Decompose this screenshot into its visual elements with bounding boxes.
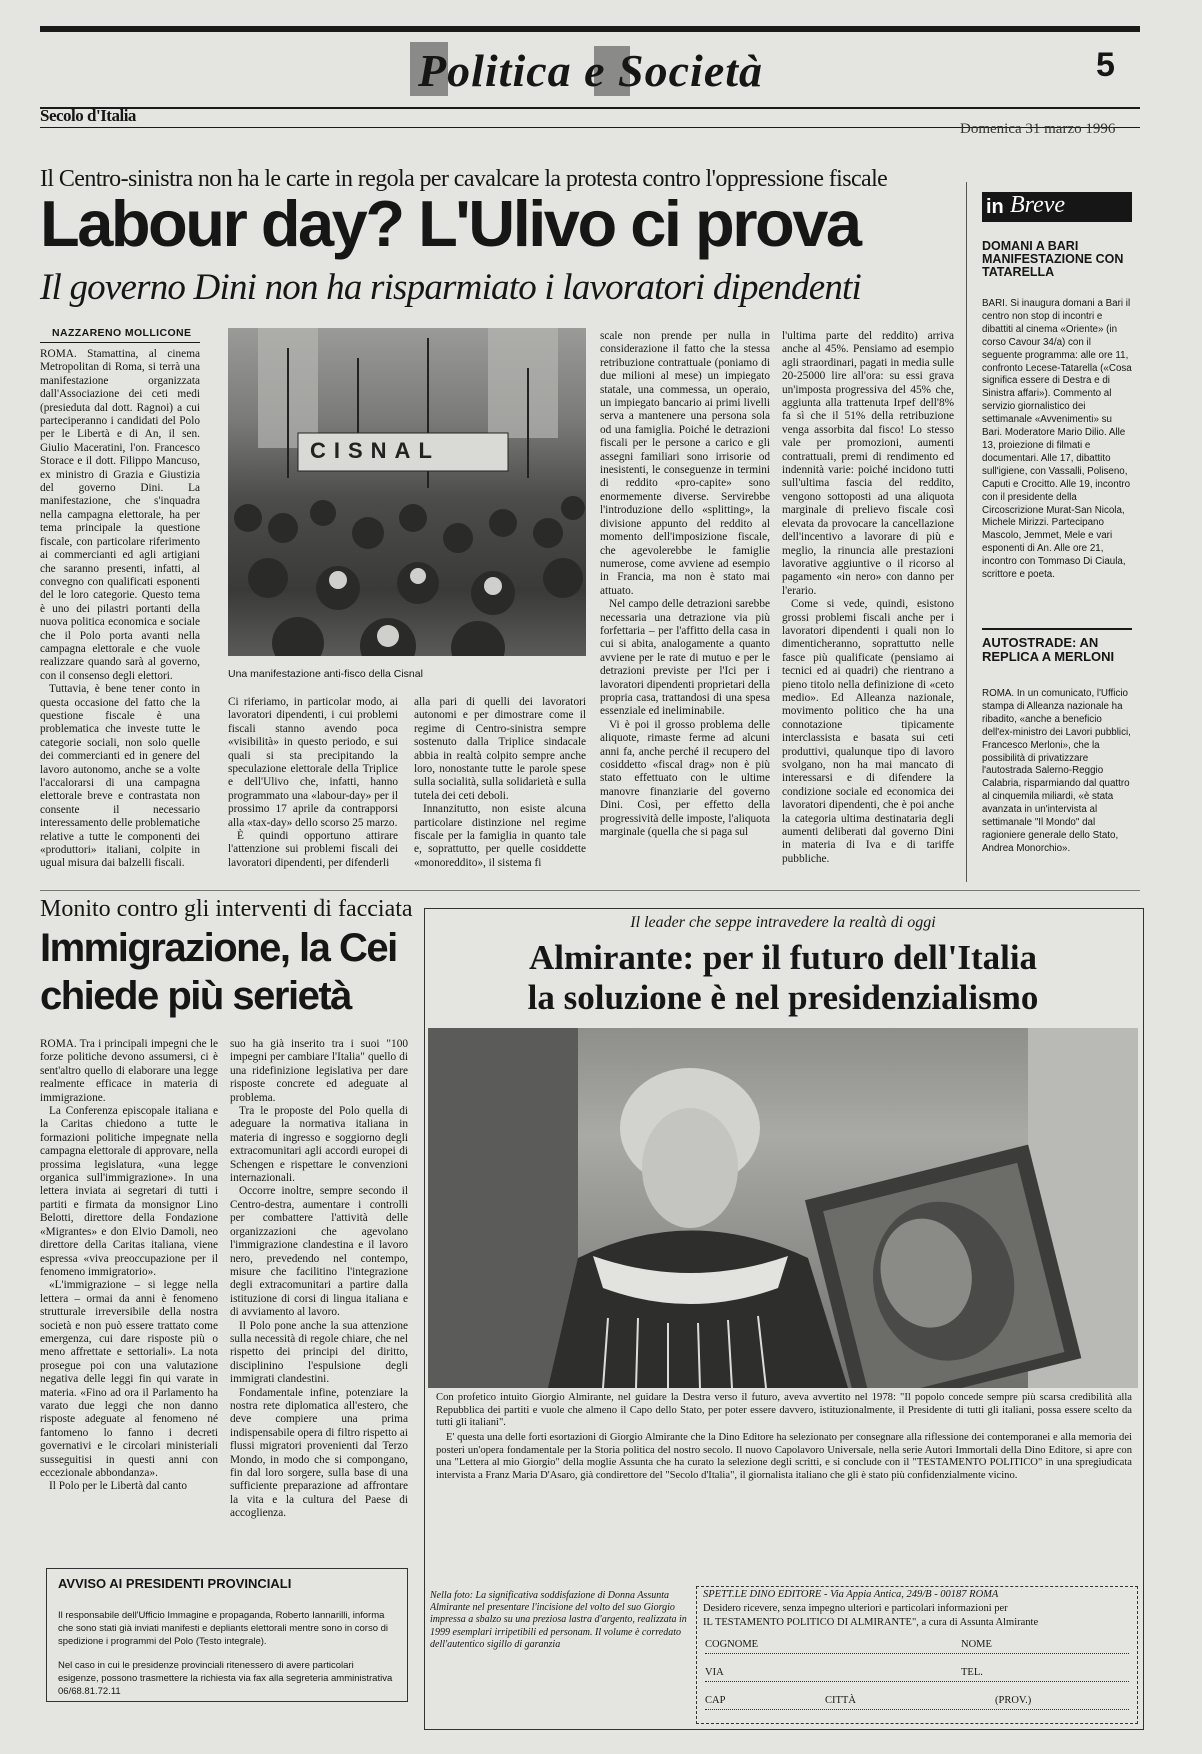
lead-column-1: ROMA. Stamattina, al cinema Metropolitan di Roma, si terrà una manifestazione organizzata dall'Associazione dei ceti medi (presieduta dal dott. Ragnoi) a cui parteciperanno i candidati del Polo per le Libertà e di An, il sen. Giulio Maceratini, l'on. Francesco Storace e il dott. Filippo Mancuso, ex ministro di Grazia e Giustizia del governo Dini. La manifestazione, che s'inquadra nella campagna elettorale, ha per tema principale la questione fiscale, con particolare riferimento ai commercianti ed agli artigiani che saranno presenti, infatti, al convegno con qualificati esponenti del le loro categorie. Questo tema è uno dei pilastri portanti della nuova politica economica e sociale che il Polo porta avanti nella campagna elettorale e che vuole realizzare quando sarà al governo, con il consenso degli elettori. Tuttavia, è bene tener conto in questa occasione del fatto che la questione fiscale è una problematica che investe tutte le categorie sociali, non solo quelle dei commercianti ed in genere del lavoro autonomo, anche se a volte l'accalorarsi di una campagna elettorale breve e contrastata non consente il necessario interessamento delle problematiche relative a tutte le componenti dei «produttori» italiani, colpite in ugual misura dai balzelli fiscali. (40, 348, 200, 870)
lead-kicker: Il Centro-sinistra non ha le carte in regola per cavalcare la protesta contro l'oppressione fiscale (40, 166, 888, 192)
almirante-photo (428, 1028, 1138, 1388)
in-breve-title: in Breve (982, 192, 1132, 222)
nome-label: NOME (961, 1639, 992, 1650)
prov-label: (PROV.) (995, 1695, 1032, 1706)
promo-text: Nella foto: La significativa soddisfazione di Donna Assunta Almirante nel presentare l'incisione del volto del suo Giorgio impressa a sbalzo su una preziosa lastra d'argento, realizzata in 1999 esemplari irripetibili ed personam. Il volume è corredato dell'autentico sigillo di garanzia (430, 1590, 687, 1650)
lead-column-3: alla pari di quelli dei lavoratori autonomi e per dimostrare come il regime di Centro-sinistra sempre sostenuto dalla Triplice sindacale abbia in realtà colpito sempre anche loro, nonostante tutte le parole spese sulla socialità, sulla solidarietà e sulla tutela dei ceti deboli. Innanzitutto, non esiste alcuna particolare distinzione nel regime fiscale per la famiglia in quanto tale e, soprattutto, per quelle cosiddette «monoreddito», il sistema fi (414, 696, 586, 869)
issue-date: Domenica 31 marzo 1996 (960, 121, 1116, 137)
almirante-portrait-illustration (428, 1028, 1138, 1388)
notice-title: AVVISO AI PRESIDENTI PROVINCIALI (58, 1576, 292, 1591)
protest-illustration (228, 328, 586, 656)
coupon-header: SPETT.LE DINO EDITORE - Via Appia Antica, 249/B - 00187 ROMA (703, 1589, 999, 1600)
almirante-caption-1: Con profetico intuito Giorgio Almirante, nel guidare la Destra verso il futuro, aveva avvertito nel 1978: "Il popolo concede sempre più scarsa credibilità alla Repubblica dei partiti e vuole che almeno il Capo dello Stato, per poter essere davvero, istituzionalmente, il Presidente di tutti gli italiani, possa essere scelto da tutti gli italiani". (436, 1392, 1132, 1429)
notice-text-1: Il responsabile dell'Ufficio Immagine e propaganda, Roberto Iannarilli, informa che sono stati già inviati manifesti e depliants elettorali mentre sono in corso di spedizione i programmi del Polo (Testo integrale). (58, 1610, 389, 1647)
lead-headline: Labour day? L'Ulivo ci prova (40, 187, 860, 260)
almirante-headline-1: Almirante: per il futuro dell'Italia (528, 938, 1038, 977)
coupon-line-1: Desidero ricevere, senza impegno ulteriori e particolari informazioni per (703, 1603, 1008, 1614)
masthead-rule (40, 107, 1140, 109)
tel-label: TEL. (961, 1667, 983, 1678)
coupon-row-name (705, 1637, 1129, 1654)
protest-banner-text: CISNAL (310, 438, 440, 463)
photo-caption: Una manifestazione anti-fisco della Cisnal (228, 668, 423, 680)
breve-headline-2: AUTOSTRADE: AN REPLICA A MERLONI (982, 635, 1115, 664)
breve-text-1: BARI. Si inaugura domani a Bari il centro non stop di incontri e dibattiti al cinema «Oriente» (in corso Cavour 34/a) con il seguente programma: alle ore 11, confronto Lecese-Tatarella («Cosa significa essere di Destra e di Sinistra affari»). Commento al servizio giornalistico dei settimanale «Avvenimenti» su Bari. Moderatore Mario Dilio. Alle 13, proiezione di filmati e documentari. Alle 17, dibattito sull'igiene, con Vassalli, Poliseno, Caputi e Crocitto. Alle 19, incontro con il presidente della Circoscrizione Murat-San Nicola, Michele Mirizzi. Partecipano Mascolo, Jemmet, Mele e vari esponenti di An. Alle ore 21, incontro con Tommaso Di Ciaula, scrittore e poeta. (982, 298, 1132, 581)
breve-divider (982, 628, 1132, 630)
lead-column-5: l'ultima parte del reddito) arriva anche al 45%. Pensiamo ad esempio agli straordinari, pagati in media sulle 20-25000 lire all'ora: su essi grava un'imposta progressiva del 45% che, aggiunta alla trattenuta Irpef dell'8% fa sì che il 51% della retribuzione venga assorbita dal fisco! Lo stesso vale per promozioni, aumenti contrattuali, premi di rendimento ed indennità varie: poiché incidono tutti sull'ultima fascia del reddito, vengono sottoposti ad una aliquota marginale di prelievo fiscale così elevata da provocare la cancellazione dell'incentivo a lavorare di più e meglio, la rinuncia alle prestazioni lavorative aggiuntive o il ricorso al pagamento «in nero» con danno per l'erario. Come si vede, quindi, esistono grossi problemi fiscali anche per i lavoratori dipendenti i quali non lo dimenticheranno, soprattutto nelle fasce più qualificate (pensiamo ai tecnici ed ai quadri) che rientrano a pieno titolo nella definizione di «ceto medio». Ed Alleanza nazionale, movimento politico che ha una connotazione tipicamente interclassista e basata sui ceti produttivi, qualunque tipo di lavoro svolgano, non ha mai mancato di interessarsi e di difendere la condizione sociale ed economica dei lavoratori dipendenti, che è poi anche la categoria ultima destinataria degli aumenti deliberati dal governo Dini in materia di Iva e di tariffe pubbliche. (782, 330, 954, 865)
paper-name: Secolo d'Italia (40, 106, 136, 125)
breve-headline-1: DOMANI A BARI MANIFESTAZIONE CON TATARELLA (982, 239, 1124, 279)
cognome-label: COGNOME (705, 1639, 759, 1650)
immigration-kicker: Monito contro gli interventi di facciata (40, 896, 413, 922)
byline-rule (40, 342, 200, 343)
cap-label: CAP (705, 1695, 726, 1706)
almirante-kicker: Il leader che seppe intravedere la realtà di oggi (630, 914, 936, 931)
lead-column-2: Ci riferiamo, in particolar modo, ai lavoratori dipendenti, i cui problemi fiscali stanno avendo poca «visibilità» in questo periodo, e sui quali si sta precipitando la speculazione elettorale della Triplice e dell'Ulivo che, infatti, hanno programmato una «labour-day» per il prossimo 17 aprile da contrapporsi alla «tax-day» dello scorso 25 marzo. È quindi opportuno attirare l'attenzione sui problemi fiscali dei lavoratori dipendenti, per difenderli (228, 696, 398, 869)
coupon-row-address (705, 1665, 1129, 1682)
byline: NAZZARENO MOLLICONE (52, 327, 192, 339)
coupon-row-city (705, 1693, 1129, 1710)
lead-subheadline: Il governo Dini non ha risparmiato i lavoratori dipendenti (40, 267, 862, 308)
almirante-caption-2: E' questa una delle forti esortazioni di Giorgio Almirante che la Dino Editore ha selezionato per consegnare alla riflessione dei contemporanei e alla memoria dei posteri un'opera fondamentale per la Storia politica del nostro secolo. Il nuovo Capolavoro Universale, nella serie Autori Immortali della Dino Editore, si apre con una "Lettera al mio Giorgio" della moglie Assunta che ha curato la selezione degli scritti, e si conclude con il "TESTAMENTO POLITICO" in una spregiudicata intervista a Franz Maria D'Asaro, già condirettore del "Secolo d'Italia", il giornalista italiano che gli è stato più confidenzialmente vicino. (436, 1432, 1132, 1481)
protest-photo (228, 328, 586, 656)
coupon-line-2: IL TESTAMENTO POLITICO DI ALMIRANTE", a cura di Assunta Almirante (703, 1617, 1039, 1628)
almirante-headline-2: la soluzione è nel presidenzialismo (527, 978, 1039, 1017)
lead-column-4: scale non prende per nulla in considerazione il fatto che la stessa retribuzione contrattuale (poniamo di due milioni al mese) un impiegato statale, una commessa, un operaio, un impiegato bancario ai primi livelli serva a mantenere una persona sola od una famiglia. Poiché le detrazioni fiscali per le persone a carico e gli assegni familiari sono irrisorie od inesistenti, le conseguenze in termini di reddito «pro-capite» sono enormemente diverse. Servirebbe l'introduzione dello «splitting», la divisione appunto del reddito al momento dell'imposizione fiscale, che agevolerebbe le famiglie numerose, come avviene ad esempio in Francia, ma non è stato mai attuato. Nel campo delle detrazioni sarebbe necessaria una detrazione via più forfettaria – per l'affitto della casa in cui si abita, analogamente a quanto avviene per le rate di mutuo e per le detrazioni previste per l'Ici per i lavoratori dipendenti proprietari della propria casa, trattandosi di una spesa essenziale ed ineliminabile. Vi è poi il grosso problema delle aliquote, rimaste ferme ad alcuni anni fa, anche perché il recupero del cosiddetto «fiscal drag» non è più stato effettuato con le ultime manovre finanziarie del governo Dini. Così, per effetto della progressività delle imposte, l'aliquota marginale (quella che si paga sul (600, 330, 770, 839)
immigration-column-1: ROMA. Tra i principali impegni che le forze politiche devono assumersi, ci è sent'altro quello di elaborare una legge realmente efficace in materia di immigrazione. La Conferenza episcopale italiana e la Caritas chiedono a tutte le formazioni politiche impegnate nella campagna elettorale di approvare, nella prossima legislatura, «una legge organica sull'immigrazione». In una lettera inviata ai segretari di tutti i partiti e firmata da monsignor Lino Belotti, direttore della Fondazione «Migrantes» e don Elvio Damoli, neo direttore della Caritas italiana, viene espressa «viva preoccupazione per il fenomeno immigratorio». «L'immigrazione – si legge nella lettera – ormai da anni è fenomeno strutturale irreversibile della nostra società e non può essere trattato come emergenza, cui dare risposte più o meno affrettate e settoriali». La nota prosegue poi con una valutazione negativa delle leggi fin qui varate in materia. «Fino ad ora il Parlamento ha varato due leggi che non danno risposte adeguate al fenomeno né fantomeno lo fanno i decreti governativi e le circolari ministeriali susseguitisi in questi anni con eccezionale abbondanza». Il Polo per le Libertà dal canto (40, 1038, 218, 1493)
notice-text-2: Nel caso in cui le presidenze provinciali ritenessero di avere particolari esigenze, possono trasmettere la richiesta via fax alla segreteria amministrativa 06/68.81.72.11 (58, 1660, 393, 1697)
section-divider (40, 890, 1140, 891)
page-number: 5 (1096, 46, 1115, 84)
via-label: VIA (705, 1667, 724, 1678)
breve-text-2: ROMA. In un comunicato, l'Ufficio stampa di Alleanza nazionale ha ribadito, «anche a beneficio dell'ex-ministro dei Lavori pubblici, Francesco Merloni», che la possibilità di privatizzare l'autostrada Salerno-Reggio Calabria, risparmiando dal quattro al cinquemila miliardi, «è stata avanzata in un'intervista al settimanale "Il Mondo" dal ragioniere generale dello Stato, Andrea Monorchio». (982, 688, 1131, 854)
section-title: Politica e Società (410, 38, 830, 108)
top-rule (40, 26, 1140, 32)
order-coupon (696, 1586, 1138, 1724)
citta-label: CITTÀ (825, 1695, 856, 1706)
immigration-headline-2: chiede più serietà (40, 974, 351, 1018)
immigration-column-2: suo ha già inserito tra i suoi "100 impegni per cambiare l'Italia" quello di una ridefinizione legislativa per dare risposte concrete ed adeguate al problema. Tra le proposte del Polo quella di adeguare la normativa italiana in materia di ingresso e soggiorno degli extracomunitari agli accordi europei di Schengen e rispettare le convenzioni internazionali. Occorre inoltre, sempre secondo il Centro-destra, aumentare i controlli per combattere l'attività delle organizzazioni che agevolano l'immigrazione clandestina e il lavoro nero, prevedendo nel contempo, misure che facilitino l'integrazione degli extracomunitari a partire dalla istituzione di corsi di lingua italiana e di avviamento al lavoro. Il Polo pone anche la sua attenzione sulla necessità di regole chiare, che nel rispetto dei principi del diritto, disciplinino l'espulsione degli immigrati clandestini. Fondamentale infine, potenziare la nostra rete diplomatica all'estero, che deve compiere una prima indispensabile opera di filtro rispetto ai flussi migratori provenienti dal Terzo Mondo, in modo che si compongano, fin dal loro sorgere, sulla base di una sufficiente preparazione ad affrontare la vita e la cultura del Paese di accoglienza. (230, 1038, 408, 1520)
sidebar-divider (966, 182, 967, 882)
immigration-headline-1: Immigrazione, la Cei (40, 926, 397, 970)
